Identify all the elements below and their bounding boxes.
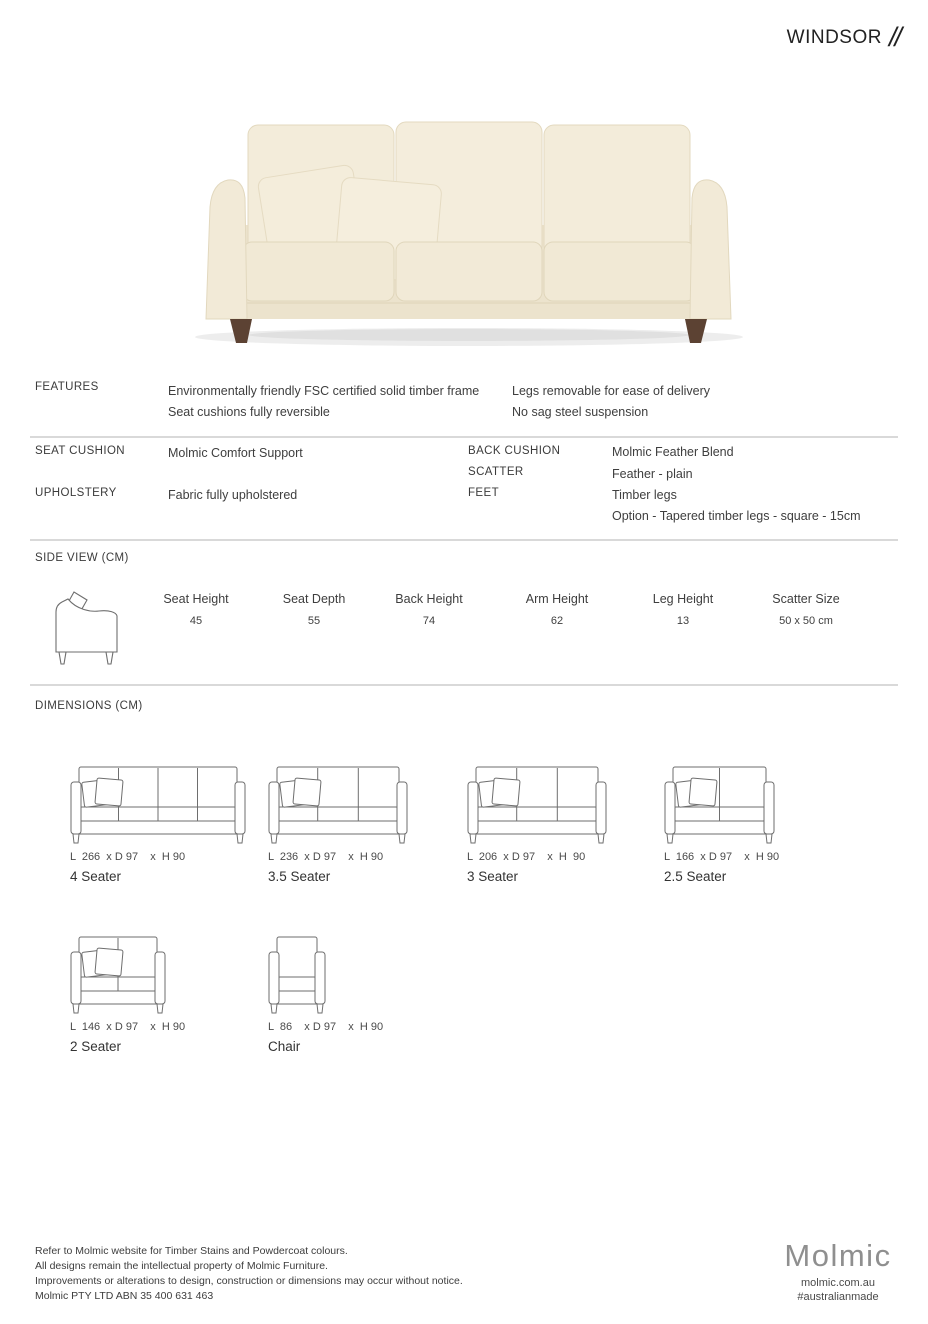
measurement-scatter-size — [772, 592, 839, 627]
dimension-measurements: L 236 x D 97 x H 90 — [268, 851, 384, 863]
upholstery-value: Fabric fully upholstered — [168, 488, 298, 502]
measurement-arm-height — [526, 592, 589, 627]
measurement-value: 13 — [676, 615, 690, 627]
upholstery-label: UPHOLSTERY — [35, 487, 117, 499]
measurement-seat-depth — [283, 592, 346, 627]
feature-item: Seat cushions fully reversible — [168, 405, 330, 419]
measurement-name: Seat Depth — [282, 592, 346, 606]
side-view-diagram — [46, 584, 126, 671]
seat-cushion-value: Molmic Comfort Support — [168, 446, 303, 460]
footer-note: Refer to Molmic website for Timber Stains and Powdercoat colours. — [35, 1245, 348, 1257]
divider — [30, 436, 898, 438]
dimension-measurements: L 266 x D 97 x H 90 — [70, 851, 186, 863]
measurement-value: 55 — [307, 615, 321, 627]
measurement-name: Scatter Size — [772, 592, 840, 606]
sofa-illustration — [180, 85, 758, 350]
dimension-name: 4 Seater — [70, 869, 122, 884]
feet-value: Timber legs — [612, 488, 677, 502]
measurement-name: Back Height — [395, 592, 463, 606]
dimension-card-2-seater — [70, 930, 185, 1054]
back-cushion-label: BACK CUSHION — [468, 445, 561, 457]
measurement-leg-height — [653, 592, 713, 627]
measurement-name: Arm Height — [525, 592, 589, 606]
dimension-name: Chair — [268, 1039, 301, 1054]
dimension-card-3-5-seater — [268, 760, 408, 884]
sofa-side-view-drawing — [46, 584, 126, 666]
measurement-name: Leg Height — [652, 592, 714, 606]
back-cushion-value: Molmic Feather Blend — [612, 445, 734, 459]
measurement-value: 45 — [189, 615, 203, 627]
sofa-front-diagram — [664, 760, 779, 844]
dimension-card-chair — [268, 930, 383, 1054]
title-slashes-decoration: // — [888, 22, 900, 52]
seat-cushion-label: SEAT CUSHION — [35, 445, 125, 457]
dimension-measurements: L 86 x D 97 x H 90 — [268, 1021, 384, 1033]
side-view-label: SIDE VIEW (CM) — [35, 552, 129, 564]
feature-item: Environmentally friendly FSC certified solid timber frame — [168, 384, 480, 398]
footer-note: All designs remain the intellectual property of Molmic Furniture. — [35, 1260, 328, 1272]
page-title — [787, 22, 900, 53]
website-text: molmic.com.au — [801, 1277, 875, 1289]
dimension-card-3-seater — [467, 760, 607, 884]
sofa-front-diagram — [70, 760, 246, 844]
measurement-seat-height — [163, 592, 228, 627]
features-column-2 — [512, 381, 710, 423]
feet-option-value: Option - Tapered timber legs - square - 15cm — [612, 509, 861, 523]
footer-note: Molmic PTY LTD ABN 35 400 631 463 — [35, 1290, 214, 1302]
hashtag-text: #australianmade — [797, 1291, 879, 1303]
dimension-name: 3.5 Seater — [268, 869, 331, 884]
features-label: FEATURES — [35, 381, 99, 393]
scatter-label: SCATTER — [468, 466, 524, 478]
features-column-1 — [168, 381, 479, 423]
footer-legal-notes — [35, 1244, 463, 1304]
dimension-card-4-seater — [70, 760, 246, 884]
divider — [30, 684, 898, 686]
dimension-card-2-5-seater — [664, 760, 779, 884]
dimension-measurements: L 206 x D 97 x H 90 — [467, 851, 586, 863]
feet-label: FEET — [468, 487, 499, 499]
dimension-name: 2.5 Seater — [664, 869, 727, 884]
dimensions-label: DIMENSIONS (CM) — [35, 700, 143, 712]
molmic-logo: Molmic — [784, 1238, 892, 1273]
footer-note: Improvements or alterations to design, construction or dimensions may occur without notice. — [35, 1275, 463, 1287]
divider — [30, 539, 898, 541]
product-name: WINDSOR — [786, 27, 882, 48]
scatter-value: Feather - plain — [612, 467, 693, 481]
dimension-measurements: L 166 x D 97 x H 90 — [664, 851, 780, 863]
dimension-name: 2 Seater — [70, 1039, 122, 1054]
feature-item: No sag steel suspension — [512, 405, 649, 419]
measurement-back-height — [395, 592, 462, 627]
feature-item: Legs removable for ease of delivery — [512, 384, 711, 398]
measurement-value: 50 x 50 cm — [779, 615, 833, 627]
sofa-front-diagram — [268, 930, 383, 1014]
measurement-value: 74 — [422, 615, 436, 627]
sofa-front-diagram — [268, 760, 408, 844]
sofa-photo — [180, 85, 758, 355]
dimension-measurements: L 146 x D 97 x H 90 — [70, 1021, 186, 1033]
measurement-value: 62 — [550, 615, 564, 627]
dimension-name: 3 Seater — [467, 869, 519, 884]
brand-block — [752, 1238, 924, 1303]
measurement-name: Seat Height — [163, 592, 229, 606]
sofa-front-diagram — [70, 930, 185, 1014]
sofa-front-diagram — [467, 760, 607, 844]
